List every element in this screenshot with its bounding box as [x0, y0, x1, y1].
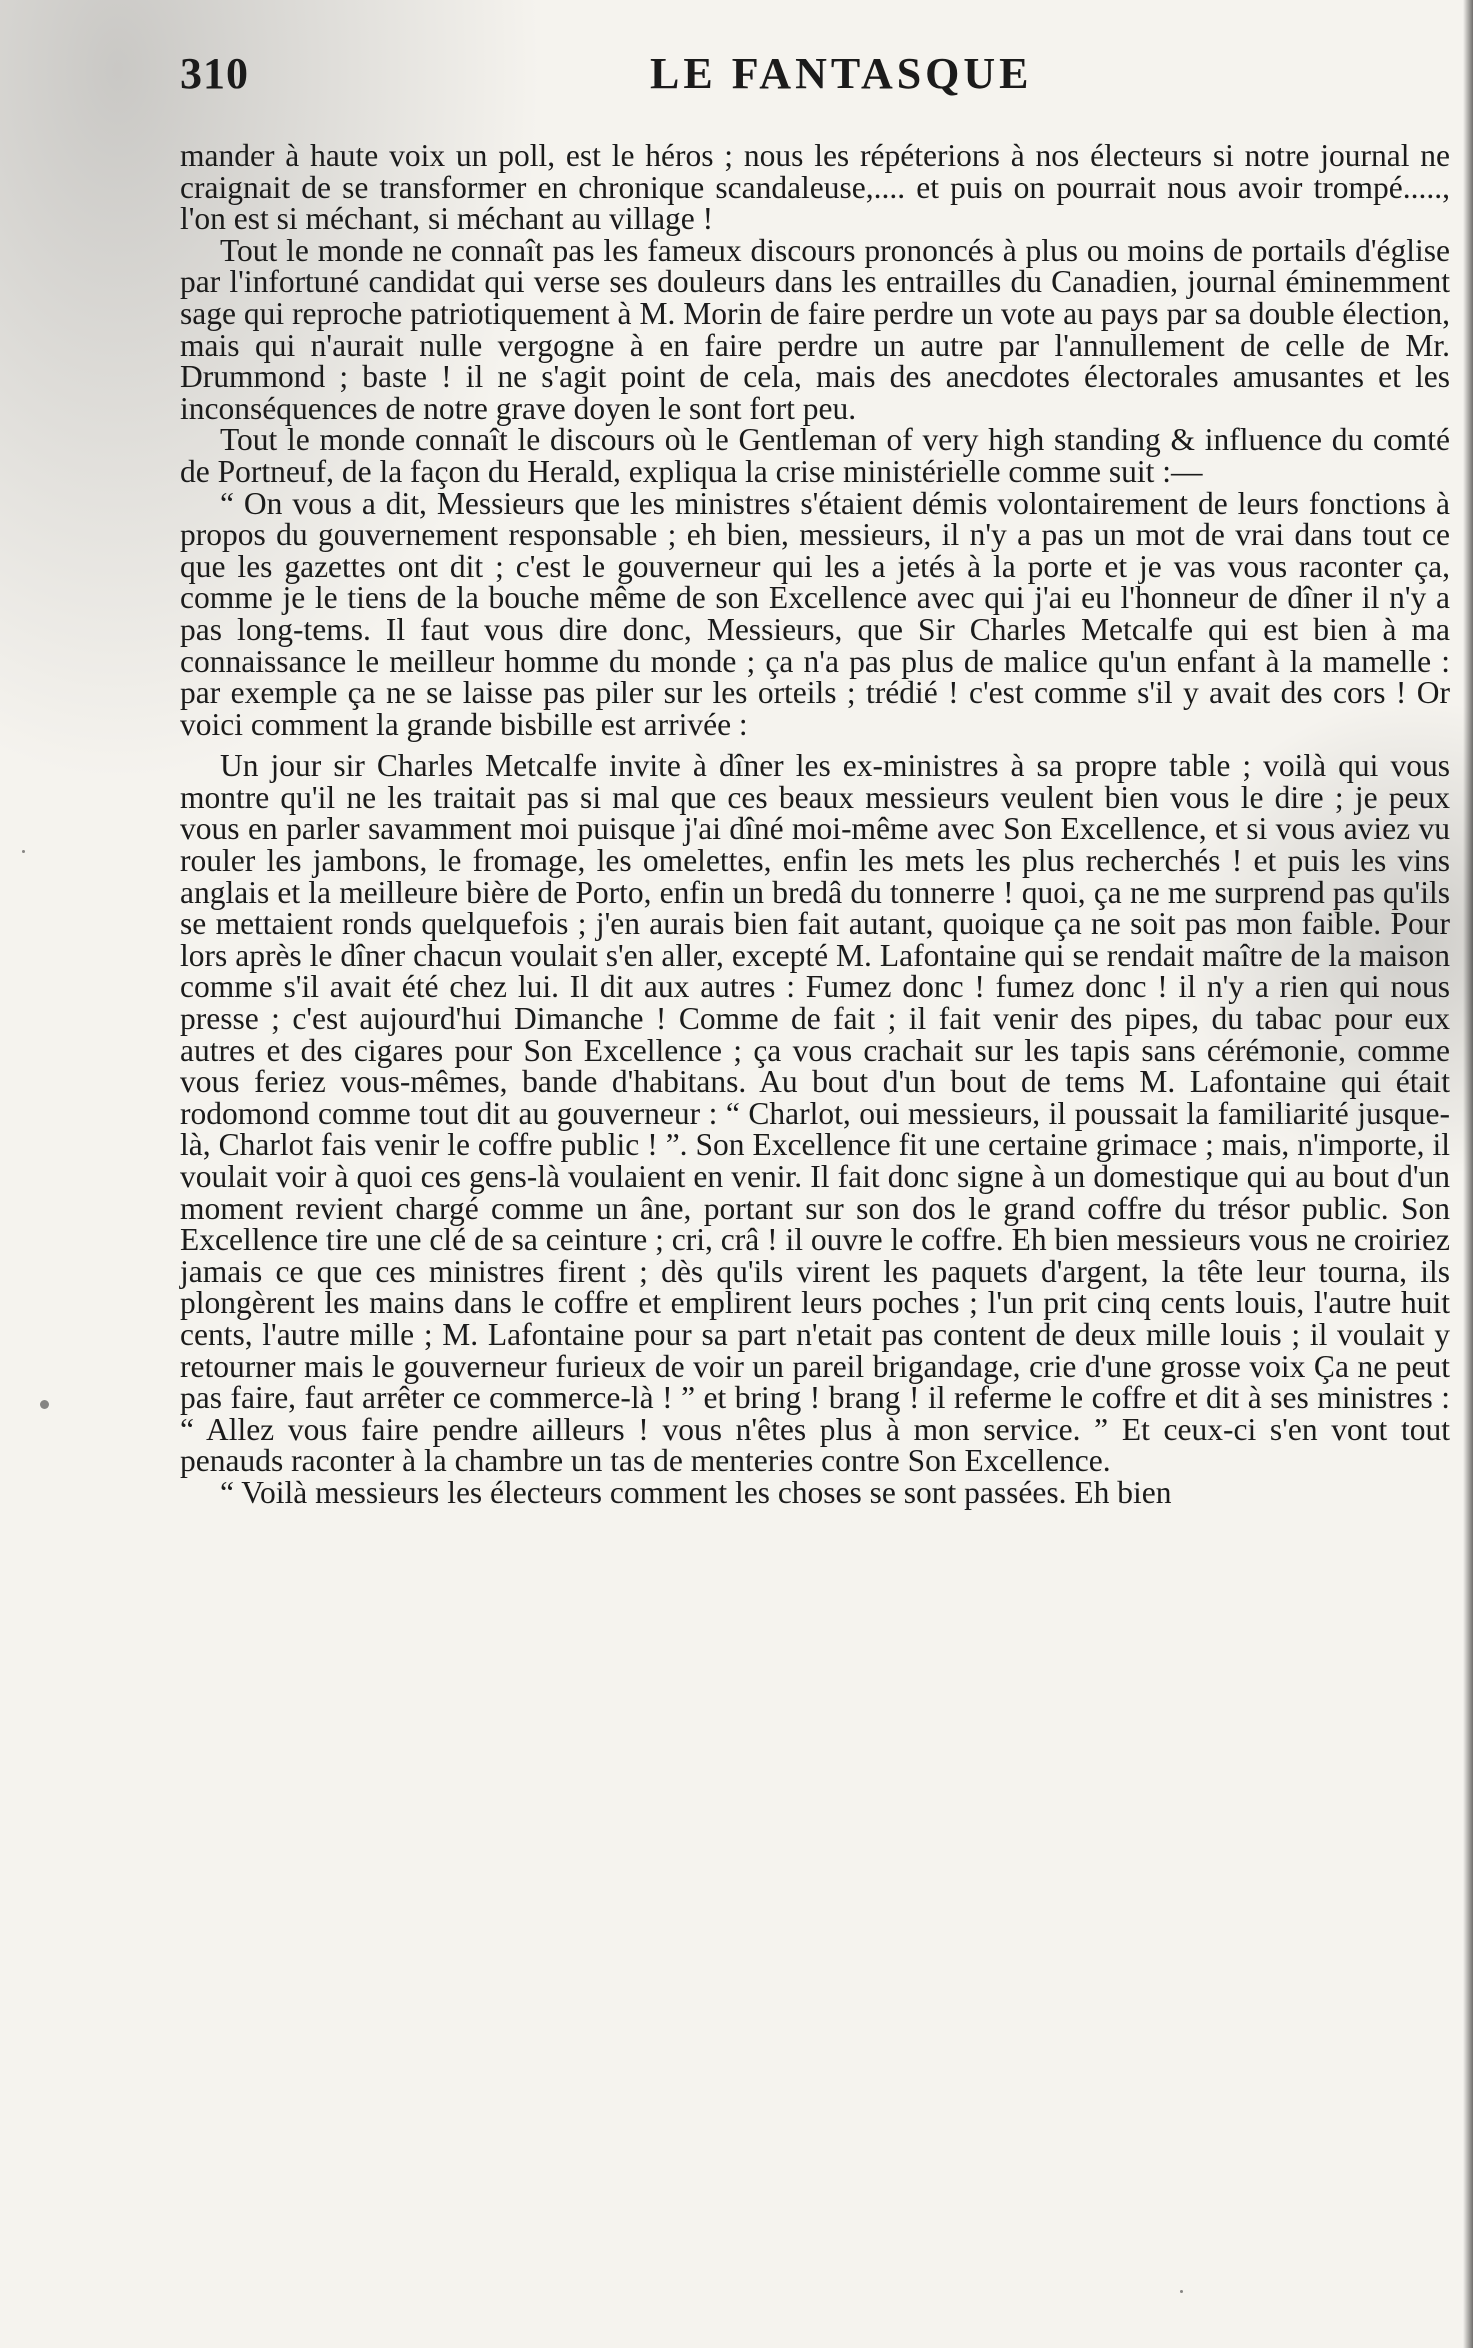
paragraph-2: Tout le monde ne connaît pas les fameux discours prononcés à plus ou moins de portails d'église par l'infortuné candidat qui verse ses douleurs dans les entrailles du Canadien, journal éminemment sage qui reproche patriotiquement à M. Morin de faire perdre un vote au pays par sa double élection, mais qui n'aurait nulle vergogne à en faire perdre un autre par l'annullement de celle de Mr. Drummond ; baste ! il ne s'agit point de cela, mais des anecdotes électorales amusantes et les inconséquences de notre grave doyen le sont fort peu.	[180, 232, 1450, 426]
print-speck	[22, 850, 25, 853]
paragraph-5: Un jour sir Charles Metcalfe invite à dîner les ex-ministres à sa propre table ; voilà qui vous montre qu'il ne les traitait pas si mal que ces beaux messieurs veulent bien vous le dire ; je peux vous en parler savamment moi puisque j'ai dîné moi-même avec Son Excellence, et si vous aviez vu rouler les jambons, le fromage, les omelettes, enfin les mets les plus recherchés ! et puis les vins anglais et la meilleure bière de Porto, enfin un bredâ du tonnerre ! quoi, ça ne me surprend pas qu'ils se mettaient ronds quelquefois ; j'en aurais bien fait autant, quoique ça ne soit pas mon faible. Pour lors après le dîner chacun voulait s'en aller, excepté M. Lafontaine qui se rendait maître de la maison comme s'il avait été chez lui. Il dit aux autres : Fumez donc ! fumez donc ! il n'y a rien qui nous presse ; c'est aujourd'hui Dimanche ! Comme de fait ; il fait venir des pipes, du tabac pour eux autres et des cigares pour Son Excellence ; ça vous crachait sur les tapis sans cérémonie, comme vous feriez vous-mêmes, bande d'habitans. Au bout d'un bout de tems M. Lafontaine qui était rodomond comme tout dit au gouverneur : “ Charlot, oui messieurs, il poussait la familiarité jusque-là, Charlot fais venir le coffre public ! ”. Son Excellence fit une certaine grimace ; mais, n'importe, il voulait voir à quoi ces gens-là voulaient en venir. Il fait donc signe à un domestique qui au bout d'un moment revient chargé comme un âne, portant sur son dos le grand coffre du trésor public. Son Excellence tire une clé de sa ceinture ; cri, crâ ! il ouvre le coffre. Eh bien messieurs vous ne croiriez jamais ce que ces ministres firent ; dès qu'ils virent les paquets d'argent, la tête leur tourna, ils plongèrent les mains dans le coffre et emplirent leurs poches ; l'un prit cinq cents louis, l'autre huit cents, l'autre mille ; M. Lafontaine pour sa part n'etait pas content de deux mille louis ; il voulait y retourner mais le gouverneur furieux de voir un pareil brigandage, crie d'une grosse voix Ça ne peut pas faire, faut arrêter ce commerce-là ! ” et bring ! brang ! il referme le coffre et dit à ses ministres : “ Allez vous faire pendre ailleurs ! vous n'êtes plus à mon service. ” Et ceux-ci s'en vont tout penauds raconter à la chambre un tas de menteries contre Son Excellence.	[180, 748, 1450, 1479]
paragraph-4: “ On vous a dit, Messieurs que les ministres s'étaient démis volontairement de leurs fonctions à propos du gouvernement responsable ; eh bien, messieurs, il n'y a pas un mot de vrai dans tout ce que les gazettes ont dit ; c'est le gouverneur qui les a jetés à la porte et je vas vous raconter ça, comme je le tiens de la bouche même de son Excellence avec qui j'ai eu l'honneur de dîner il n'y a pas long-tems. Il faut vous dire donc, Messieurs, que Sir Charles Metcalfe qui est bien à ma connaissance le meilleur homme du monde ; ça n'a pas plus de malice qu'un enfant à la mamelle : par exemple ça ne se laisse pas piler sur les orteils ; trédié ! c'est comme s'il y avait des cors ! Or voici comment la grande bisbille est arrivée :	[180, 485, 1450, 742]
print-speck	[1180, 2290, 1183, 2293]
paragraph-3: Tout le monde connaît le discours où le Gentleman of very high standing & influence du comté de Portneuf, de la façon du Herald, expliqua la crise ministérielle comme suit :—	[180, 422, 1450, 489]
page-edge-shadow	[1463, 0, 1473, 2348]
page-number: 310	[180, 49, 249, 98]
running-title: LE FANTASQUE	[650, 49, 1033, 98]
print-speck	[40, 1400, 49, 1409]
page-header	[180, 48, 1440, 108]
article-body	[180, 140, 1450, 1509]
paragraph-1: mander à haute voix un poll, est le héros ; nous les répéterions à nos électeurs si notre journal ne craignait de se transformer en chronique scandaleuse,.... et puis on pourrait nous avoir trompé....., l'on est si méchant, si méchant au village !	[180, 138, 1450, 237]
paragraph-6: “ Voilà messieurs les électeurs comment les choses se sont passées. Eh bien	[220, 1474, 1172, 1510]
